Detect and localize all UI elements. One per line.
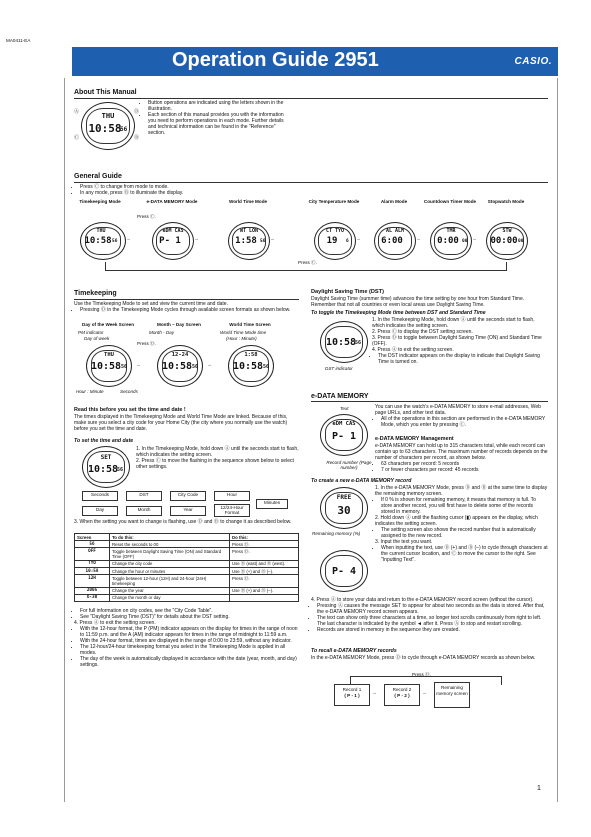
- new-record-watch: [320, 550, 368, 592]
- settings-table: [74, 533, 299, 602]
- screen-lcd-main: 10:58: [232, 361, 264, 372]
- dst-toggle-heading: To toggle the Timekeeping Mode time between DST and Standard Time: [311, 310, 486, 316]
- table-row: [75, 575, 299, 587]
- button-c-label: Ⓒ: [74, 135, 80, 141]
- dst-lcd-main: 10:58: [325, 337, 357, 348]
- doc-code: MA0411-EA: [6, 38, 31, 43]
- button-a-label: Ⓐ: [74, 109, 80, 115]
- free-lcd-main: 30: [337, 504, 351, 517]
- seq-12-24-format: 12/24-Hour Format: [214, 504, 250, 517]
- screen-format-label: Month – Day Screen: [157, 322, 201, 327]
- mode-return-arrow: [105, 262, 507, 271]
- table-cell-screen: 6-30: [75, 594, 110, 601]
- mode-lcd-main: 10:58: [84, 236, 112, 246]
- screen-lcd-top: 1:58: [244, 352, 258, 358]
- table-header: To do this:: [110, 534, 230, 541]
- table-cell-method: Use Ⓓ (+) and Ⓑ (–).: [230, 587, 299, 594]
- table-row: [75, 560, 299, 567]
- mode-watch: [430, 222, 472, 260]
- mode-arrow-icon: →: [194, 236, 199, 241]
- mode-lcd-main: P- 1: [159, 236, 181, 246]
- recall-box-line: ( P - 1 ): [344, 693, 360, 698]
- set-heading: To set the time and date: [74, 438, 134, 444]
- after-item: • The 12-hour/24-hour timekeeping format you select in the Timekeeping Mode is applied in all modes.: [80, 644, 300, 656]
- after-step: • Pressing Ⓐ causes the message SET to appear for about two seconds as the data is stored. After that, the e-DATA MEMORY record screen appears.: [317, 603, 548, 615]
- table-cell-action: Change the month or day: [110, 594, 230, 601]
- screen-format-watch: [157, 345, 203, 387]
- table-cell-method: [230, 594, 299, 601]
- table-cell-screen: 10:58: [75, 568, 110, 575]
- after-step: • Records are stored in memory in the sequence they are created.: [317, 627, 548, 633]
- table-cell-action: Change the year: [110, 587, 230, 594]
- edata-watch-illustration: [320, 414, 368, 456]
- table-row: [75, 594, 299, 601]
- recall-heading: To recall e-DATA MEMORY records: [311, 648, 397, 654]
- table-cell-screen: 2005: [75, 587, 110, 594]
- seq-seconds: Seconds: [82, 491, 118, 501]
- after-step: • The text can show only three characters at a time, so longer text scrolls continuously from right to left. The last character is indicated by the symbol ◄ after it. Press Ⓐ to stop and restart scrolling.: [317, 615, 548, 627]
- create-steps: [375, 485, 548, 563]
- mode-watch: [486, 222, 528, 260]
- edata-heading: e-DATA MEMORY: [311, 393, 369, 400]
- general-heading: General Guide: [74, 173, 122, 180]
- mode-arrow-icon: →: [356, 236, 361, 241]
- screen-arrow-icon: →: [136, 362, 141, 367]
- mode-lcd-main: 0:00: [437, 236, 459, 246]
- recall-box-2: [384, 684, 420, 706]
- screen-format-note-2: (Hour : Minute): [226, 336, 257, 341]
- about-lcd-top: THU: [101, 112, 115, 120]
- recall-arrow-1: →: [372, 690, 377, 695]
- mode-lcd-top: CT TYO: [325, 228, 345, 234]
- recall-box-1: [334, 684, 370, 706]
- mode-lcd-top: STW: [502, 228, 512, 234]
- create-heading: To create a new e-DATA MEMORY record: [311, 478, 412, 484]
- set-lcd-sec: 56: [117, 467, 124, 473]
- screen-format-note: PM indicator: [78, 330, 104, 335]
- recall-press-label: Press Ⓓ.: [412, 672, 431, 677]
- set-watch-illustration: [82, 446, 130, 488]
- mgmt-bullet: • 7 or fewer characters per record: 45 records: [381, 467, 548, 473]
- dst-lcd-sec: 56: [355, 340, 362, 346]
- mode-lcd-sec: 6: [346, 239, 349, 244]
- mgmt-text: [375, 443, 548, 473]
- timekeeping-intro-text: Use the Timekeeping Mode to set and view the current time and date.: [74, 301, 228, 307]
- screen-lcd-sec: 56: [192, 364, 199, 370]
- about-lcd-sec: 56: [120, 126, 128, 133]
- remaining-memory-label: Remaining memory (%): [312, 531, 361, 536]
- mode-watch: [228, 222, 270, 260]
- page-number: 1: [537, 785, 541, 792]
- general-bullet: • Press Ⓒ to change from mode to mode.: [80, 184, 334, 190]
- edata-lcd-top: eDM CAS: [332, 421, 356, 427]
- screen-format-label: World Time Screen: [229, 322, 271, 327]
- edata-intro-text: You can use the watch's e-DATA MEMORY to store e-mail addresses, Web page URLs, and other text data.: [375, 404, 541, 416]
- mode-watch: [314, 222, 356, 260]
- about-watch-illustration: [81, 102, 135, 150]
- after-item: • For full information on city codes, see the "City Code Table".: [80, 608, 300, 614]
- table-cell-action: Change the city code: [110, 560, 230, 567]
- table-cell-screen: 56: [75, 541, 110, 548]
- free-lcd-top: FREE: [336, 494, 352, 501]
- p4-lcd-main: P- 4: [331, 566, 357, 577]
- mode-lcd-sec: 00: [518, 239, 524, 244]
- table-header: Screen: [75, 534, 110, 541]
- mode-lcd-sec: 00: [462, 239, 468, 244]
- timekeeping-after: [74, 608, 300, 668]
- dst-watch-illustration: [320, 321, 368, 363]
- screen-lcd-main: 10:58: [161, 361, 193, 372]
- dst-step: 3. Press Ⓓ to toggle between Daylight Saving Time (ON) and Standard Time (OFF).: [372, 335, 542, 347]
- about-lcd-main: 10:58: [88, 122, 122, 135]
- screen-format-note-2: Day of week: [84, 336, 110, 341]
- table-header: Do this:: [230, 534, 299, 541]
- about-bullet: • Button operations are indicated using the letters shown in the illustration.: [148, 100, 292, 112]
- dst-heading: Daylight Saving Time (DST): [311, 289, 384, 295]
- edata-after-steps: [311, 597, 548, 633]
- create-step: • If 0 % is shown for remaining memory, it means that memory is full. To store another record, you will first have to delete some of the records stored in memory.: [381, 497, 548, 515]
- about-heading: About This Manual: [74, 89, 137, 96]
- press-c-label: Press Ⓒ.: [137, 214, 156, 219]
- recall-box-line: ( P - 2 ): [394, 693, 410, 698]
- read-text: The times displayed in the Timekeeping Mode and World Time Mode are linked. Because of this, make sure you select a city code for your Home City (the city where you normally use the watch) before you set the time and date.: [74, 414, 288, 432]
- mode-label: Timekeeping Mode: [79, 199, 121, 204]
- table-cell-screen: TYO: [75, 560, 110, 567]
- header-banner: [72, 47, 558, 76]
- press-d-label: Press Ⓓ.: [137, 341, 156, 346]
- mode-lcd-sec: 56: [112, 239, 118, 244]
- screen-format-note: Month - Day: [149, 330, 175, 335]
- mgmt-bullet: • 63 characters per record: 5 records: [381, 461, 548, 467]
- screen-lcd-top: 12-24: [171, 352, 189, 358]
- mode-lcd-main: 1:58: [235, 236, 257, 246]
- step3-text: 3. When the setting you want to change is flashing, use Ⓓ and Ⓑ to change it as described below.: [74, 519, 292, 525]
- screen-lcd-top: THU: [104, 352, 114, 358]
- mode-label: City Temperature Mode: [308, 199, 360, 204]
- recall-box-line: Remaining memory screen: [436, 685, 468, 696]
- table-row: [75, 541, 299, 548]
- page-title: Operation Guide 2951: [172, 49, 379, 71]
- remaining-memory-watch: [320, 487, 368, 529]
- set-lcd-main: 10:58: [87, 464, 119, 475]
- button-b-label: Ⓑ: [134, 135, 140, 141]
- press-c-return-label: Press Ⓒ.: [298, 260, 317, 265]
- mgmt-heading: e-DATA MEMORY Management: [375, 436, 454, 442]
- seq-dst: DST: [126, 491, 162, 501]
- table-row: [75, 587, 299, 594]
- table-row: [75, 548, 299, 560]
- mode-lcd-top: WT LON: [239, 228, 259, 234]
- mode-lcd-sec: 56: [260, 239, 266, 244]
- screen-format-watch: [228, 345, 274, 387]
- mode-watch: [152, 222, 194, 260]
- mgmt-text-body: e-DATA MEMORY can hold up to 315 characters total, while each record can contain up to 63 characters. The maximum number of records depends on the number of characters per record, as shown below.: [375, 443, 548, 461]
- screen-lcd-main: 10:58: [90, 361, 122, 372]
- dst-step: 4. Press Ⓐ to exit the setting screen.: [372, 347, 454, 353]
- brand-logo: CASIO.: [514, 56, 552, 67]
- screen-arrow-icon: →: [207, 362, 212, 367]
- screen-format-note: World Time Mode time: [220, 330, 267, 335]
- recall-box-3: [434, 682, 470, 708]
- table-cell-action: Reset the seconds to 00: [110, 541, 230, 548]
- create-step: 3. Input the text you want.: [375, 539, 433, 545]
- mode-lcd-top: TMR: [446, 228, 456, 234]
- mode-arrow-icon: →: [416, 236, 421, 241]
- table-cell-method: Use Ⓓ (east) and Ⓑ (west).: [230, 560, 299, 567]
- recall-arrow-2: →: [422, 690, 427, 695]
- mode-arrow-icon: →: [472, 236, 477, 241]
- after-item: • See "Daylight Saving Time (DST)" for details about the DST setting.: [80, 614, 300, 620]
- timekeeping-bullet: • Pressing Ⓓ in the Timekeeping Mode cycles through available screen formats as shown below.: [80, 307, 299, 313]
- create-step: 1. In the e-DATA MEMORY Mode, press Ⓓ and Ⓑ at the same time to display the remaining memory screen.: [375, 485, 548, 497]
- screen-format-watch: [86, 345, 132, 387]
- dst-step: 2. Press Ⓒ to display the DST setting screen.: [372, 329, 473, 335]
- table-cell-method: Press Ⓓ.: [230, 548, 299, 560]
- general-bullets: [74, 184, 334, 196]
- after-item: • With the 24-hour format, times are displayed in the range of 0:00 to 23:59, without any indicator.: [80, 638, 300, 644]
- create-step: 2. Hold down Ⓐ until the flashing cursor (▮) appears on the display, which indicates the setting screen.: [375, 515, 538, 527]
- screen-format-label: Day of the Week Screen: [82, 322, 134, 327]
- after-item: • The day of the week is automatically displayed in accordance with the date (year, month, and day) settings.: [80, 656, 300, 668]
- recall-box-line: Record 1: [342, 687, 362, 692]
- after-item: 4. Press Ⓐ to exit the setting screen.: [74, 620, 156, 626]
- mode-label: Countdown Timer Mode: [423, 199, 477, 204]
- table-cell-action: Toggle between Daylight Saving Time (ON) and Standard Time (OFF): [110, 548, 230, 560]
- create-step: • When inputting the text, use Ⓓ (+) and Ⓑ (–) to cycle through characters at the current cursor location, and Ⓒ to move the cursor to the right. See "Inputting Text".: [381, 545, 548, 563]
- recall-box-line: Record 2: [392, 687, 412, 692]
- table-cell-screen: OFF: [75, 548, 110, 560]
- edata-lcd-main: P- 1: [331, 431, 357, 442]
- mode-lcd-main: 6:00: [381, 236, 403, 246]
- mode-label: e-DATA MEMORY Mode: [146, 199, 198, 204]
- edata-text-label: Text: [340, 406, 349, 411]
- table-row: [75, 568, 299, 575]
- mode-label: World Time Mode: [228, 199, 268, 204]
- after-item: • With the 12-hour format, the P (PM) indicator appears on the display for times in the range of noon to 11:59 p.m. and the A (AM) indicator appears for times in the range of midnight to 11:59 a.m.: [80, 626, 300, 638]
- timekeeping-heading: Timekeeping: [74, 290, 117, 297]
- dst-steps: [372, 317, 548, 365]
- set-step: 2. Press Ⓒ to move the flashing in the sequence shown below to select other settings.: [136, 458, 294, 470]
- recall-text: In the e-DATA MEMORY Mode, press Ⓓ to cycle through e-DATA MEMORY records as shown below.: [311, 655, 536, 661]
- edata-intro-bullet: • All of the operations in this section are performed in the e-DATA MEMORY Mode, which you enter by pressing Ⓒ.: [381, 416, 548, 428]
- seq-city-code: City Code: [170, 491, 206, 501]
- dst-text: Daylight Saving Time (summer time) advances the time setting by one hour from Standard Time. Remember that not all countries or even local areas use Daylight Saving Time.: [311, 296, 525, 308]
- set-steps: [136, 446, 299, 470]
- dst-indicator-label: DST indicator: [325, 366, 353, 371]
- set-lcd-top: SET: [100, 454, 112, 461]
- about-bullet: • Each section of this manual provides you with the information you need to perform operations in each mode. Further details and technical information can be found in the "Reference" section.: [148, 112, 292, 136]
- mode-watch: [80, 222, 126, 260]
- mode-label: Alarm Mode: [380, 199, 408, 204]
- seconds-label: Seconds: [120, 389, 138, 394]
- screen-lcd-sec: 56: [121, 364, 128, 370]
- seq-day: Day: [82, 506, 118, 516]
- edata-intro: [375, 404, 548, 428]
- read-heading: Read this before you set the time and date !: [74, 407, 186, 413]
- mode-label: Stopwatch Mode: [487, 199, 525, 204]
- mode-lcd-top: eDM CAS: [162, 228, 184, 234]
- after-step: 4. Press Ⓐ to store your data and return to the e-DATA MEMORY record screen (without the cursor).: [311, 597, 534, 603]
- mode-lcd-main: 00:00: [490, 236, 518, 246]
- hour-minute-label: Hour : Minute: [76, 389, 104, 394]
- mode-lcd-main: 19: [326, 236, 338, 246]
- recall-loop-line: [350, 676, 502, 685]
- seq-minutes: Minutes: [256, 499, 288, 509]
- create-step: • The setting screen also shows the record number that is automatically assigned to the new record.: [381, 527, 548, 539]
- button-d-label: Ⓓ: [134, 109, 140, 115]
- table-cell-method: Use Ⓓ (+) and Ⓑ (–).: [230, 568, 299, 575]
- table-cell-screen: 12H: [75, 575, 110, 587]
- table-cell-method: Press Ⓓ.: [230, 575, 299, 587]
- screen-lcd-sec: 56: [263, 364, 270, 370]
- seq-hour: Hour: [214, 491, 250, 501]
- mode-arrow-icon: →: [270, 236, 275, 241]
- about-bullets: [142, 100, 292, 136]
- table-cell-action: Toggle between 12-hour (12H) and 24-hour (24H) timekeeping: [110, 575, 230, 587]
- record-number-label: Record number (Page number): [326, 460, 372, 471]
- timekeeping-intro: [74, 301, 299, 313]
- general-bullet: • In any mode, press Ⓑ to illuminate the display.: [80, 190, 334, 196]
- seq-year: Year: [170, 506, 206, 516]
- mode-arrow-icon: →: [126, 236, 131, 241]
- mode-lcd-top: AL ALM: [385, 228, 405, 234]
- mode-watch: [374, 222, 416, 260]
- dst-step: • The DST indicator appears on the display to indicate that Daylight Saving Time is turned on.: [378, 353, 548, 365]
- mode-lcd-top: THU: [96, 228, 106, 234]
- set-step: 1. In the Timekeeping Mode, hold down Ⓐ until the seconds start to flash, which indicates the setting screen.: [136, 446, 299, 458]
- dst-step: 1. In the Timekeeping Mode, hold down Ⓐ until the seconds start to flash, which indicates the setting screen.: [372, 317, 535, 329]
- table-cell-action: Change the hour or minutes: [110, 568, 230, 575]
- table-cell-method: Press Ⓓ.: [230, 541, 299, 548]
- seq-month: Month: [126, 506, 162, 516]
